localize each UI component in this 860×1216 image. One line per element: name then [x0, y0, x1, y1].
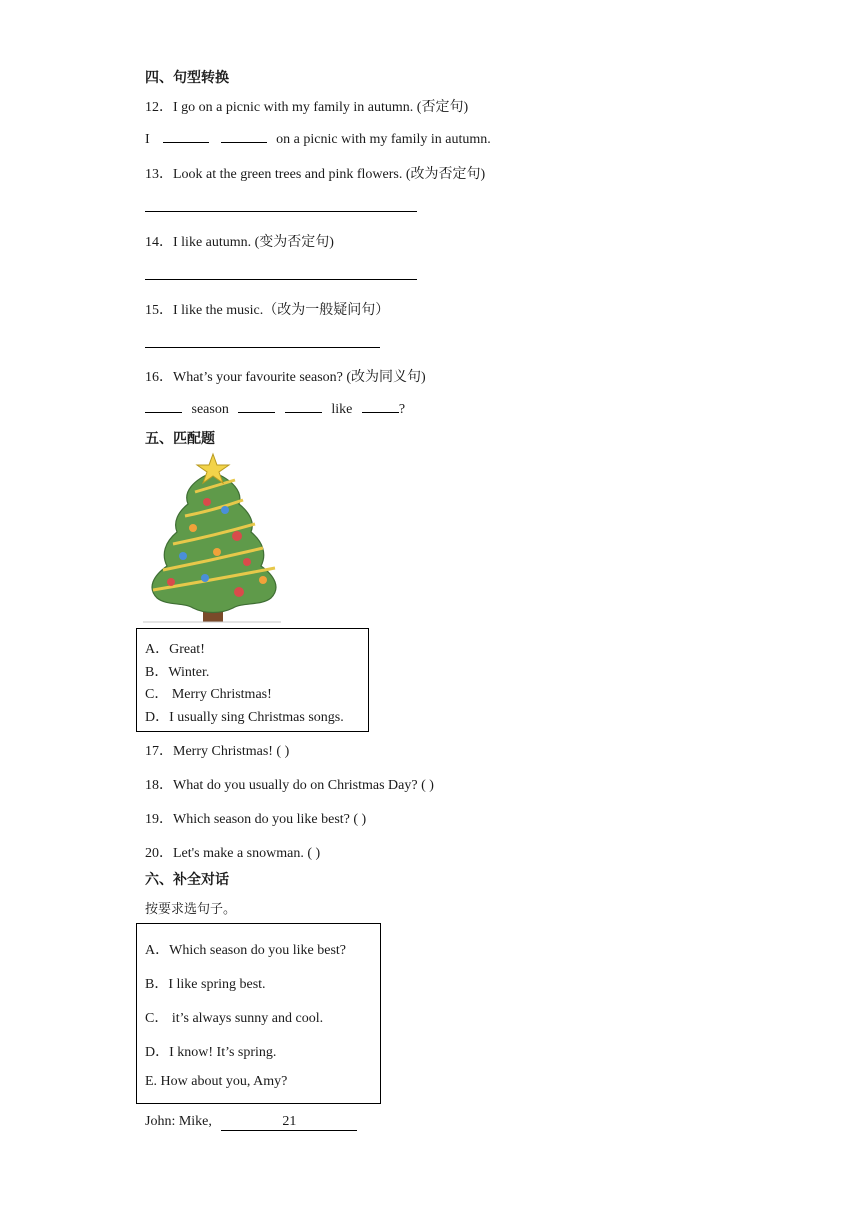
q16-blank-4[interactable]	[362, 400, 399, 413]
question-12: 12．I go on a picnic with my family in autumn. (否定句)	[145, 100, 469, 115]
q16-word-season: season	[191, 402, 229, 417]
section-6-heading: 六、补全对话	[145, 872, 229, 888]
dialog-line-1	[145, 1114, 357, 1131]
dialog-blank-21[interactable]	[221, 1114, 357, 1131]
question-14: 14．I like autumn. (变为否定句)	[145, 235, 334, 250]
question-13: 13．Look at the green trees and pink flowers. (改为否定句)	[145, 167, 486, 182]
q15-answer-line[interactable]	[145, 347, 380, 348]
q12-fill-start: I	[145, 132, 150, 147]
q12-blank-1[interactable]	[163, 130, 209, 143]
q16-blank-3[interactable]	[285, 400, 322, 413]
dialog-option-a: A．Which season do you like best?	[145, 943, 347, 958]
question-19[interactable]: 19．Which season do you like best? ( )	[145, 812, 367, 827]
dialog-option-e: E. How about you, Amy?	[145, 1074, 288, 1089]
question-12-fill-line	[145, 130, 491, 148]
match-option-a: A．Great!	[145, 642, 205, 657]
section-6-instruction: 按要求选句子。	[145, 902, 237, 917]
q14-answer-line[interactable]	[145, 279, 417, 280]
q13-answer-line[interactable]	[145, 211, 417, 212]
question-20[interactable]: 20．Let's make a snowman. ( )	[145, 846, 321, 861]
question-18[interactable]: 18．What do you usually do on Christmas Day? ( )	[145, 778, 434, 793]
dialog-options-box	[136, 923, 381, 1104]
q16-word-like: like	[331, 402, 353, 417]
blank-number-21: 21	[282, 1114, 297, 1129]
q12-blank-2[interactable]	[221, 130, 267, 143]
dialog-option-d: D．I know! It’s spring.	[145, 1045, 277, 1060]
dialog-option-b: B．I like spring best.	[145, 977, 266, 992]
question-15: 15．I like the music.（改为一般疑问句）	[145, 303, 390, 318]
q12-fill-end: on a picnic with my family in autumn.	[276, 132, 491, 147]
match-option-b: B．Winter.	[145, 665, 210, 680]
section-5-heading: 五、匹配题	[145, 431, 215, 447]
question-16-fill-line	[145, 400, 405, 418]
match-options-box	[136, 628, 369, 732]
christmas-tree-image	[143, 452, 283, 624]
match-option-c: C． Merry Christmas!	[145, 687, 272, 702]
q16-question-mark: ?	[398, 402, 406, 417]
dialog-speaker-john: John: Mike,	[145, 1114, 212, 1129]
tree-body	[152, 472, 276, 613]
match-option-d: D．I usually sing Christmas songs.	[145, 710, 344, 725]
dialog-option-c: C． it’s always sunny and cool.	[145, 1011, 324, 1026]
q16-blank-1[interactable]	[145, 400, 182, 413]
question-17[interactable]: 17．Merry Christmas! ( )	[145, 744, 290, 759]
question-16: 16．What’s your favourite season? (改为同义句)	[145, 370, 426, 385]
section-4-heading: 四、句型转换	[145, 70, 229, 86]
q16-blank-2[interactable]	[238, 400, 275, 413]
